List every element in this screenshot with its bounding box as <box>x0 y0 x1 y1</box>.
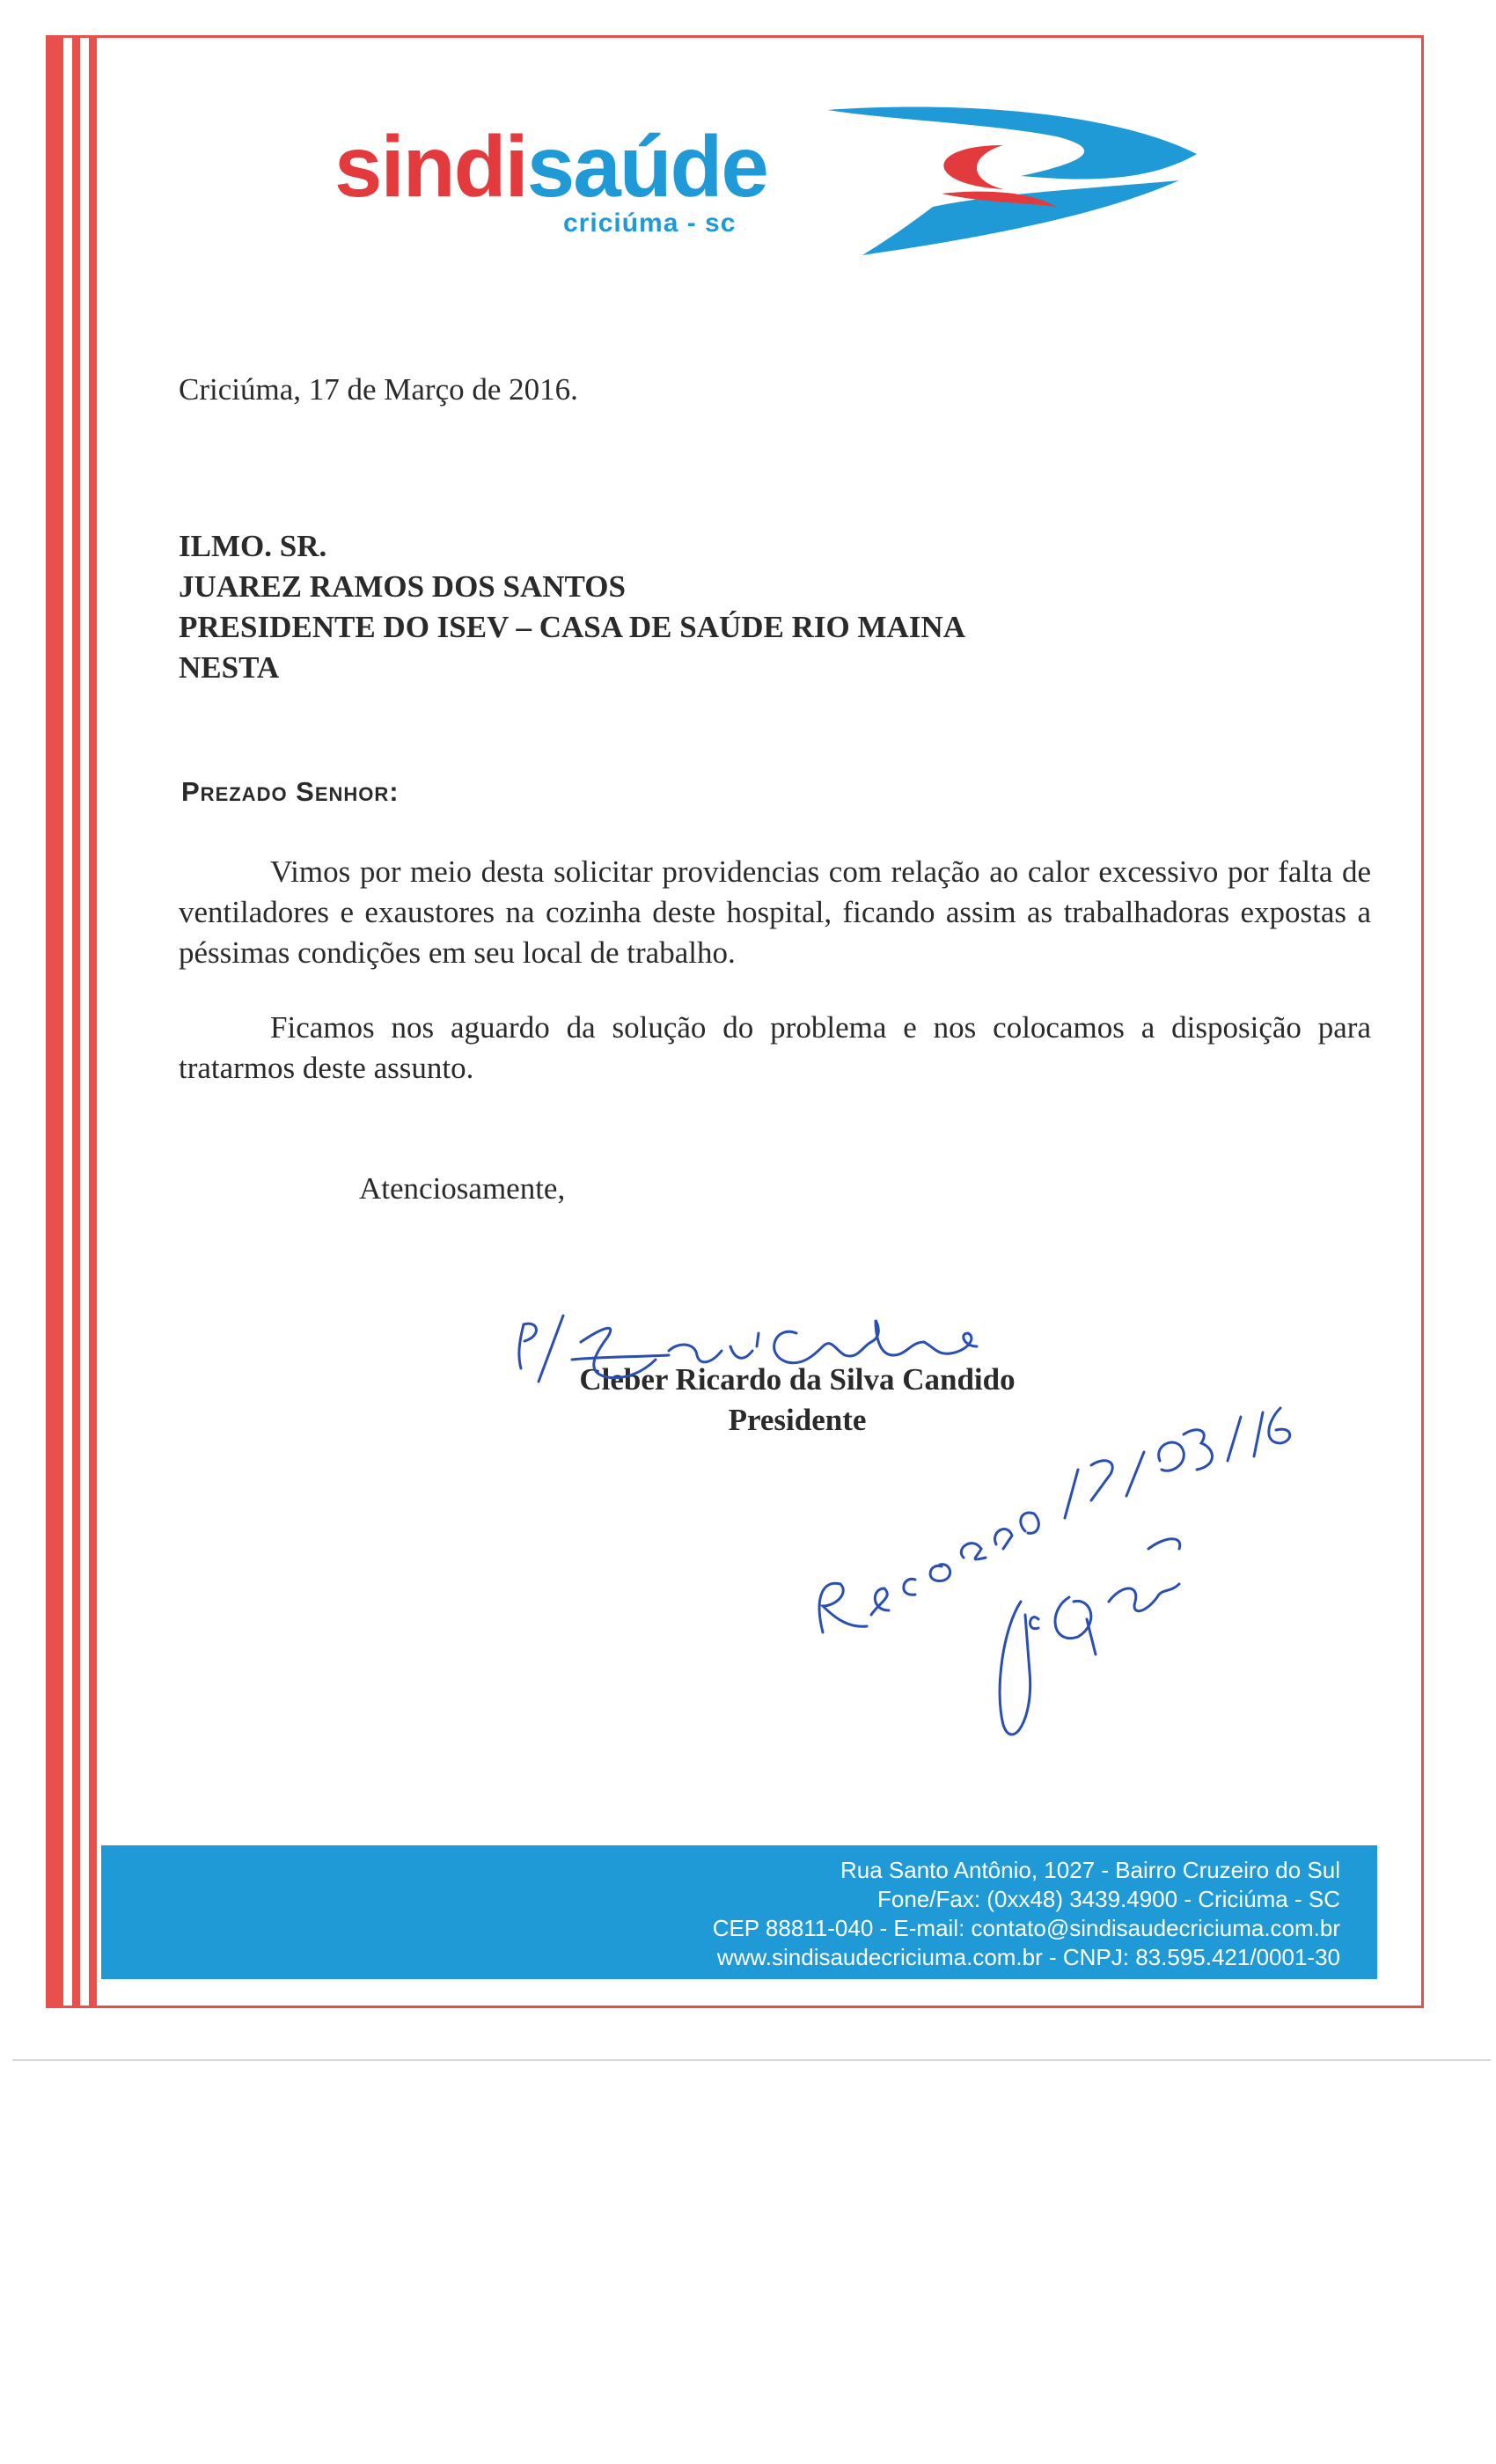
logo-subtitle: criciúma - sc <box>563 209 737 238</box>
page-edge-line <box>12 2059 1491 2061</box>
handwritten-initials <box>1000 1539 1180 1734</box>
body-paragraph: Ficamos nos aguardo da solução do problema e nos colocamos a disposição para tratarmos deste assunto. <box>179 1010 1371 1085</box>
addressee-line: JUAREZ RAMOS DOS SANTOS <box>179 569 626 604</box>
salutation: Prezado Senhor: <box>181 776 400 807</box>
footer-email: CEP 88811-040 - E-mail: contato@sindisaudecriciuma.com.br <box>712 1915 1340 1941</box>
letter-date: Criciúma, 17 de Março de 2016. <box>179 372 578 407</box>
footer-phone: Fone/Fax: (0xx48) 3439.4900 - Criciúma - SC <box>877 1886 1340 1912</box>
body-paragraph: Vimos por meio desta solicitar providencias com relação ao calor excessivo por falta de ventiladores e exaustores na cozinha deste hospital, ficando assim as trabalhadoras expostas a péssimas condições em seu local de trabalho. <box>179 854 1371 970</box>
footer-website: www.sindisaudecriciuma.com.br - CNPJ: 83.595.421/0001-30 <box>716 1944 1340 1970</box>
handwritten-received-note <box>819 1408 1290 1632</box>
addressee-line: NESTA <box>179 650 280 685</box>
addressee-line: ILMO. SR. <box>179 529 327 563</box>
signer-name: Cleber Ricardo da Silva Candido <box>579 1362 1016 1397</box>
addressee-line: PRESIDENTE DO ISEV – CASA DE SAÚDE RIO MAINA <box>179 610 965 644</box>
signer-title: Presidente <box>728 1403 867 1437</box>
footer-contact-bar <box>101 1845 1377 1979</box>
logo-word-saude: saúde <box>526 118 767 215</box>
logo-word-sindi: sindi <box>334 118 527 215</box>
handwritten-signature <box>519 1316 977 1382</box>
closing: Atenciosamente, <box>359 1171 566 1206</box>
footer-address: Rua Santo Antônio, 1027 - Bairro Cruzeiro do Sul <box>840 1857 1340 1883</box>
